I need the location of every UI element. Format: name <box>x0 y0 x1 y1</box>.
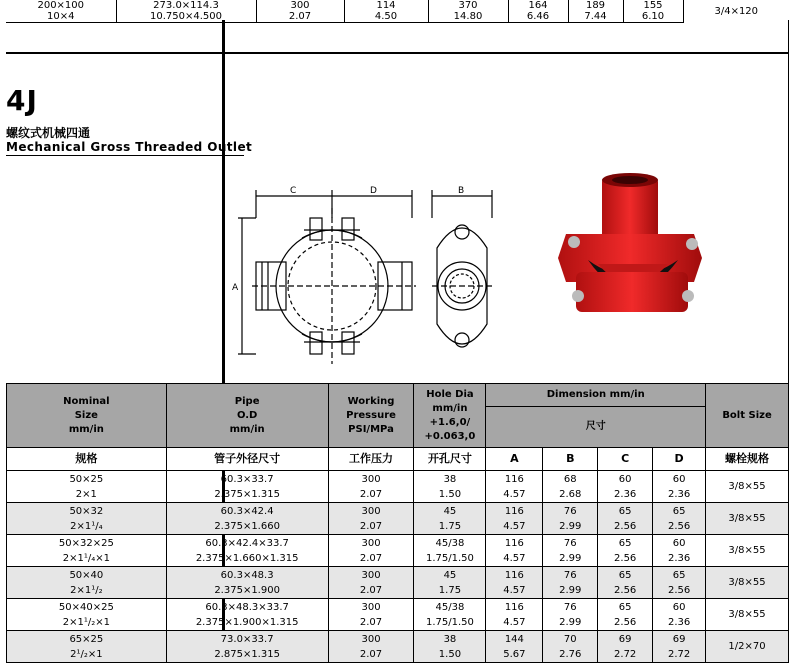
remnant-cell: 2.07 <box>256 11 344 23</box>
cell-b <box>543 535 598 567</box>
header-line: Pressure <box>346 409 396 421</box>
cell-hole <box>414 631 486 663</box>
cell-od <box>166 599 328 631</box>
cell-metric: 45 <box>443 569 457 581</box>
cell-a <box>486 535 543 567</box>
cell-d <box>653 631 706 663</box>
cell-metric: 76 <box>563 537 577 549</box>
cell-imperial: 1.50 <box>438 488 462 500</box>
title-underline <box>6 155 244 156</box>
remnant-row <box>6 11 789 23</box>
cell-metric: 60.3×33.7 <box>220 473 274 485</box>
cell-od <box>166 535 328 567</box>
cell-metric: 60 <box>672 473 686 485</box>
cell-metric: 70 <box>563 633 577 645</box>
cell-imperial: 4.57 <box>503 488 526 500</box>
remnant-cell: 370 <box>428 0 508 11</box>
cell-c <box>598 567 653 599</box>
header-bolt: Bolt Size <box>706 384 789 448</box>
cell-imperial: 2.36 <box>667 552 691 564</box>
cell-metric: 60.3×42.4 <box>220 505 274 517</box>
header-line: mm/in <box>68 423 104 435</box>
cell-c <box>598 631 653 663</box>
header-dimension: Dimension mm/in <box>486 384 706 407</box>
cell-metric: 38 <box>443 473 457 485</box>
cell-c <box>598 471 653 503</box>
cell-imperial: 1.75 <box>438 520 462 532</box>
cell-metric: 50×32×25 <box>58 537 114 549</box>
section-top-rule <box>6 52 789 54</box>
cell-metric: 50×25 <box>69 473 104 485</box>
cell-size <box>7 567 167 599</box>
product-name-en: Mechanical Gross Threaded Outlet <box>6 140 253 154</box>
cell-size <box>7 503 167 535</box>
cell-imperial: 2.72 <box>667 648 691 660</box>
cell-d <box>653 599 706 631</box>
header-row-cn <box>7 448 789 471</box>
cell-pressure <box>328 471 414 503</box>
cell-imperial: 2.56 <box>614 584 637 596</box>
cell-size <box>7 471 167 503</box>
cell-metric: 65 <box>618 537 632 549</box>
header-line: mm/in <box>432 402 468 414</box>
header-cn-cell: D <box>653 448 706 471</box>
remnant-row <box>6 0 789 11</box>
cell-imperial: 2.56 <box>614 552 637 564</box>
cell-metric: 116 <box>504 505 524 517</box>
table-row <box>7 631 789 663</box>
cell-b <box>543 631 598 663</box>
cell-size <box>7 631 167 663</box>
cell-metric: 65×25 <box>69 633 104 645</box>
cell-metric: 300 <box>361 601 381 613</box>
cell-b <box>543 567 598 599</box>
header-cn-cell: 螺栓规格 <box>706 448 789 471</box>
cell-imperial: 4.57 <box>503 520 526 532</box>
cell-od <box>166 631 328 663</box>
cell-imperial: 2.07 <box>359 616 383 628</box>
remnant-cell: 114 <box>344 0 428 11</box>
cell-metric: 65 <box>618 601 632 613</box>
cell-a <box>486 631 543 663</box>
header-dimension-cn: 尺寸 <box>486 407 706 448</box>
cell-metric: 65 <box>672 569 686 581</box>
cell-d <box>653 503 706 535</box>
header-line: Hole Dia <box>426 388 474 400</box>
header-line: mm/in <box>229 423 265 435</box>
cell-imperial: 2.56 <box>667 520 691 532</box>
header-cn-cell: C <box>598 448 653 471</box>
cell-imperial: 2.56 <box>614 616 637 628</box>
cell-imperial: 4.57 <box>503 552 526 564</box>
cell-metric: 45 <box>443 505 457 517</box>
header-cn-cell: 管子外径尺寸 <box>166 448 328 471</box>
product-code: 4J <box>6 84 38 117</box>
table-row <box>7 599 789 631</box>
header-line: +0.063,0 <box>424 430 476 442</box>
cell-a <box>486 567 543 599</box>
cell-metric: 60.3×42.4×33.7 <box>205 537 289 549</box>
header-pipe <box>166 384 328 448</box>
cell-size <box>7 535 167 567</box>
cell-metric: 50×40 <box>69 569 104 581</box>
cell-a <box>486 503 543 535</box>
cell-imperial: 2.76 <box>559 648 582 660</box>
cell-imperial: 2.07 <box>359 584 383 596</box>
header-line: Size <box>74 409 98 421</box>
cell-imperial: 2.375×1.900 <box>214 584 280 596</box>
remnant-cell: 4.50 <box>344 11 428 23</box>
cell-pressure <box>328 535 414 567</box>
cell-hole <box>414 471 486 503</box>
header-pressure <box>328 384 414 448</box>
remnant-cell: 10.750×4.500 <box>116 11 256 23</box>
cell-metric: 60 <box>618 473 632 485</box>
cell-imperial: 2.375×1.660 <box>214 520 280 532</box>
cell-imperial: 2.36 <box>667 488 691 500</box>
cell-metric: 116 <box>504 569 524 581</box>
header-hole <box>414 384 486 448</box>
cell-imperial: 2.375×1.900×1.315 <box>195 616 299 628</box>
cell-metric: 50×40×25 <box>58 601 114 613</box>
header-line: Nominal <box>63 395 110 407</box>
header-row <box>7 384 789 407</box>
cell-imperial: 2.875×1.315 <box>214 648 280 660</box>
cell-imperial: 2.56 <box>614 520 637 532</box>
cell-imperial: 2.99 <box>559 520 582 532</box>
table-row <box>7 567 789 599</box>
remnant-cell: 189 <box>568 0 623 11</box>
cell-imperial: 2×1¹/₂×1 <box>62 616 110 628</box>
cell-a <box>486 599 543 631</box>
dim-label-a: A <box>232 283 239 293</box>
cell-d <box>653 471 706 503</box>
cell-imperial: 2.99 <box>559 552 582 564</box>
cell-pressure <box>328 567 414 599</box>
spec-table <box>6 383 789 663</box>
cell-od <box>166 471 328 503</box>
cell-imperial: 2×1¹/₄ <box>70 520 103 532</box>
cell-metric: 116 <box>504 537 524 549</box>
cell-imperial: 2.07 <box>359 488 383 500</box>
header-cn-cell: 规格 <box>7 448 167 471</box>
header-cn-cell: B <box>543 448 598 471</box>
cell-d <box>653 535 706 567</box>
cell-metric: 60.3×48.3 <box>220 569 274 581</box>
cell-metric: 300 <box>361 473 381 485</box>
cell-od <box>166 503 328 535</box>
cell-imperial: 4.57 <box>503 616 526 628</box>
cell-pressure <box>328 503 414 535</box>
header-cn-cell: 工作压力 <box>328 448 414 471</box>
remnant-cell: 200×100 <box>37 0 85 11</box>
cell-metric: 65 <box>618 569 632 581</box>
product-photo <box>552 172 712 332</box>
cell-imperial: 2.07 <box>359 520 383 532</box>
cell-bolt: 3/8×55 <box>706 567 789 599</box>
cell-od <box>166 567 328 599</box>
cell-metric: 300 <box>361 537 381 549</box>
cell-pressure <box>328 599 414 631</box>
cell-hole <box>414 599 486 631</box>
cell-metric: 76 <box>563 601 577 613</box>
table-row <box>7 471 789 503</box>
header-line: Pipe <box>234 395 260 407</box>
cell-metric: 60.3×48.3×33.7 <box>205 601 289 613</box>
remnant-cell: 164 <box>508 0 568 11</box>
cell-metric: 65 <box>672 505 686 517</box>
cell-imperial: 2.99 <box>559 616 582 628</box>
header-line: +1.6,0/ <box>429 416 471 428</box>
cell-metric: 68 <box>563 473 577 485</box>
cell-c <box>598 599 653 631</box>
cell-c <box>598 535 653 567</box>
cell-bolt: 3/8×55 <box>706 503 789 535</box>
cell-imperial: 2.375×1.315 <box>214 488 280 500</box>
remnant-cell: 7.44 <box>568 11 623 23</box>
cell-imperial: 1.50 <box>438 648 462 660</box>
cell-imperial: 1.75 <box>438 584 462 596</box>
dim-label-b: B <box>458 186 465 196</box>
cell-b <box>543 471 598 503</box>
cell-metric: 116 <box>504 601 524 613</box>
cell-imperial: 2.56 <box>667 584 691 596</box>
remnant-cell: 273.0×114.3 <box>116 0 256 11</box>
previous-table-remnant <box>6 0 789 23</box>
cell-imperial: 2.36 <box>667 616 691 628</box>
remnant-cell-bolt: 3/4×120 <box>683 0 789 23</box>
cell-bolt: 3/8×55 <box>706 599 789 631</box>
cell-metric: 69 <box>672 633 686 645</box>
cell-metric: 38 <box>443 633 457 645</box>
cell-pressure <box>328 631 414 663</box>
cell-imperial: 2¹/₂×1 <box>70 648 103 660</box>
header-line: O.D <box>236 409 258 421</box>
cell-metric: 60 <box>672 537 686 549</box>
cell-metric: 60 <box>672 601 686 613</box>
cell-metric: 45/38 <box>435 601 465 613</box>
cell-metric: 69 <box>618 633 632 645</box>
cell-a <box>486 471 543 503</box>
cell-imperial: 2.07 <box>359 648 383 660</box>
header-cn-cell: 开孔尺寸 <box>414 448 486 471</box>
remnant-cell: 10×4 <box>6 11 116 23</box>
cell-imperial: 5.67 <box>503 648 526 660</box>
cell-imperial: 2.07 <box>359 552 383 564</box>
cell-metric: 144 <box>504 633 524 645</box>
header-cn-cell: A <box>486 448 543 471</box>
cell-imperial: 2.99 <box>559 584 582 596</box>
cell-c <box>598 503 653 535</box>
header-line: PSI/MPa <box>348 423 394 435</box>
cell-metric: 300 <box>361 569 381 581</box>
cell-size <box>7 599 167 631</box>
technical-drawing <box>232 178 512 368</box>
cell-imperial: 2×1¹/₂ <box>70 584 103 596</box>
cell-metric: 300 <box>361 505 381 517</box>
cell-hole <box>414 503 486 535</box>
cell-metric: 76 <box>563 505 577 517</box>
header-nominal <box>7 384 167 448</box>
remnant-cell: 6.46 <box>508 11 568 23</box>
remnant-cell: 6.10 <box>623 11 683 23</box>
cell-d <box>653 567 706 599</box>
cell-b <box>543 599 598 631</box>
cell-imperial: 2.375×1.660×1.315 <box>195 552 299 564</box>
cell-bolt: 1/2×70 <box>706 631 789 663</box>
cell-metric: 76 <box>563 569 577 581</box>
remnant-cell: 300 <box>256 0 344 11</box>
cell-metric: 65 <box>618 505 632 517</box>
cell-b <box>543 503 598 535</box>
cell-imperial: 1.75/1.50 <box>425 616 474 628</box>
cell-metric: 50×32 <box>69 505 104 517</box>
table-row <box>7 535 789 567</box>
cell-bolt: 3/8×55 <box>706 535 789 567</box>
cell-metric: 73.0×33.7 <box>220 633 274 645</box>
cell-hole <box>414 567 486 599</box>
cell-bolt: 3/8×55 <box>706 471 789 503</box>
remnant-cell: 14.80 <box>428 11 508 23</box>
cell-imperial: 2.68 <box>559 488 582 500</box>
header-line: Working <box>347 395 395 407</box>
product-name-cn: 螺纹式机械四通 <box>6 126 91 140</box>
section-right-rule <box>788 20 789 384</box>
cell-imperial: 2×1 <box>75 488 97 500</box>
table-row <box>7 503 789 535</box>
cell-imperial: 2.36 <box>614 488 637 500</box>
cell-hole <box>414 535 486 567</box>
cell-imperial: 2.72 <box>614 648 637 660</box>
cell-imperial: 2×1¹/₄×1 <box>62 552 110 564</box>
dim-label-d: D <box>370 186 377 196</box>
dim-label-c: C <box>290 186 297 196</box>
cell-imperial: 4.57 <box>503 584 526 596</box>
cell-metric: 116 <box>504 473 524 485</box>
remnant-cell: 155 <box>623 0 683 11</box>
cell-metric: 45/38 <box>435 537 465 549</box>
cell-metric: 300 <box>361 633 381 645</box>
cell-imperial: 1.75/1.50 <box>425 552 474 564</box>
